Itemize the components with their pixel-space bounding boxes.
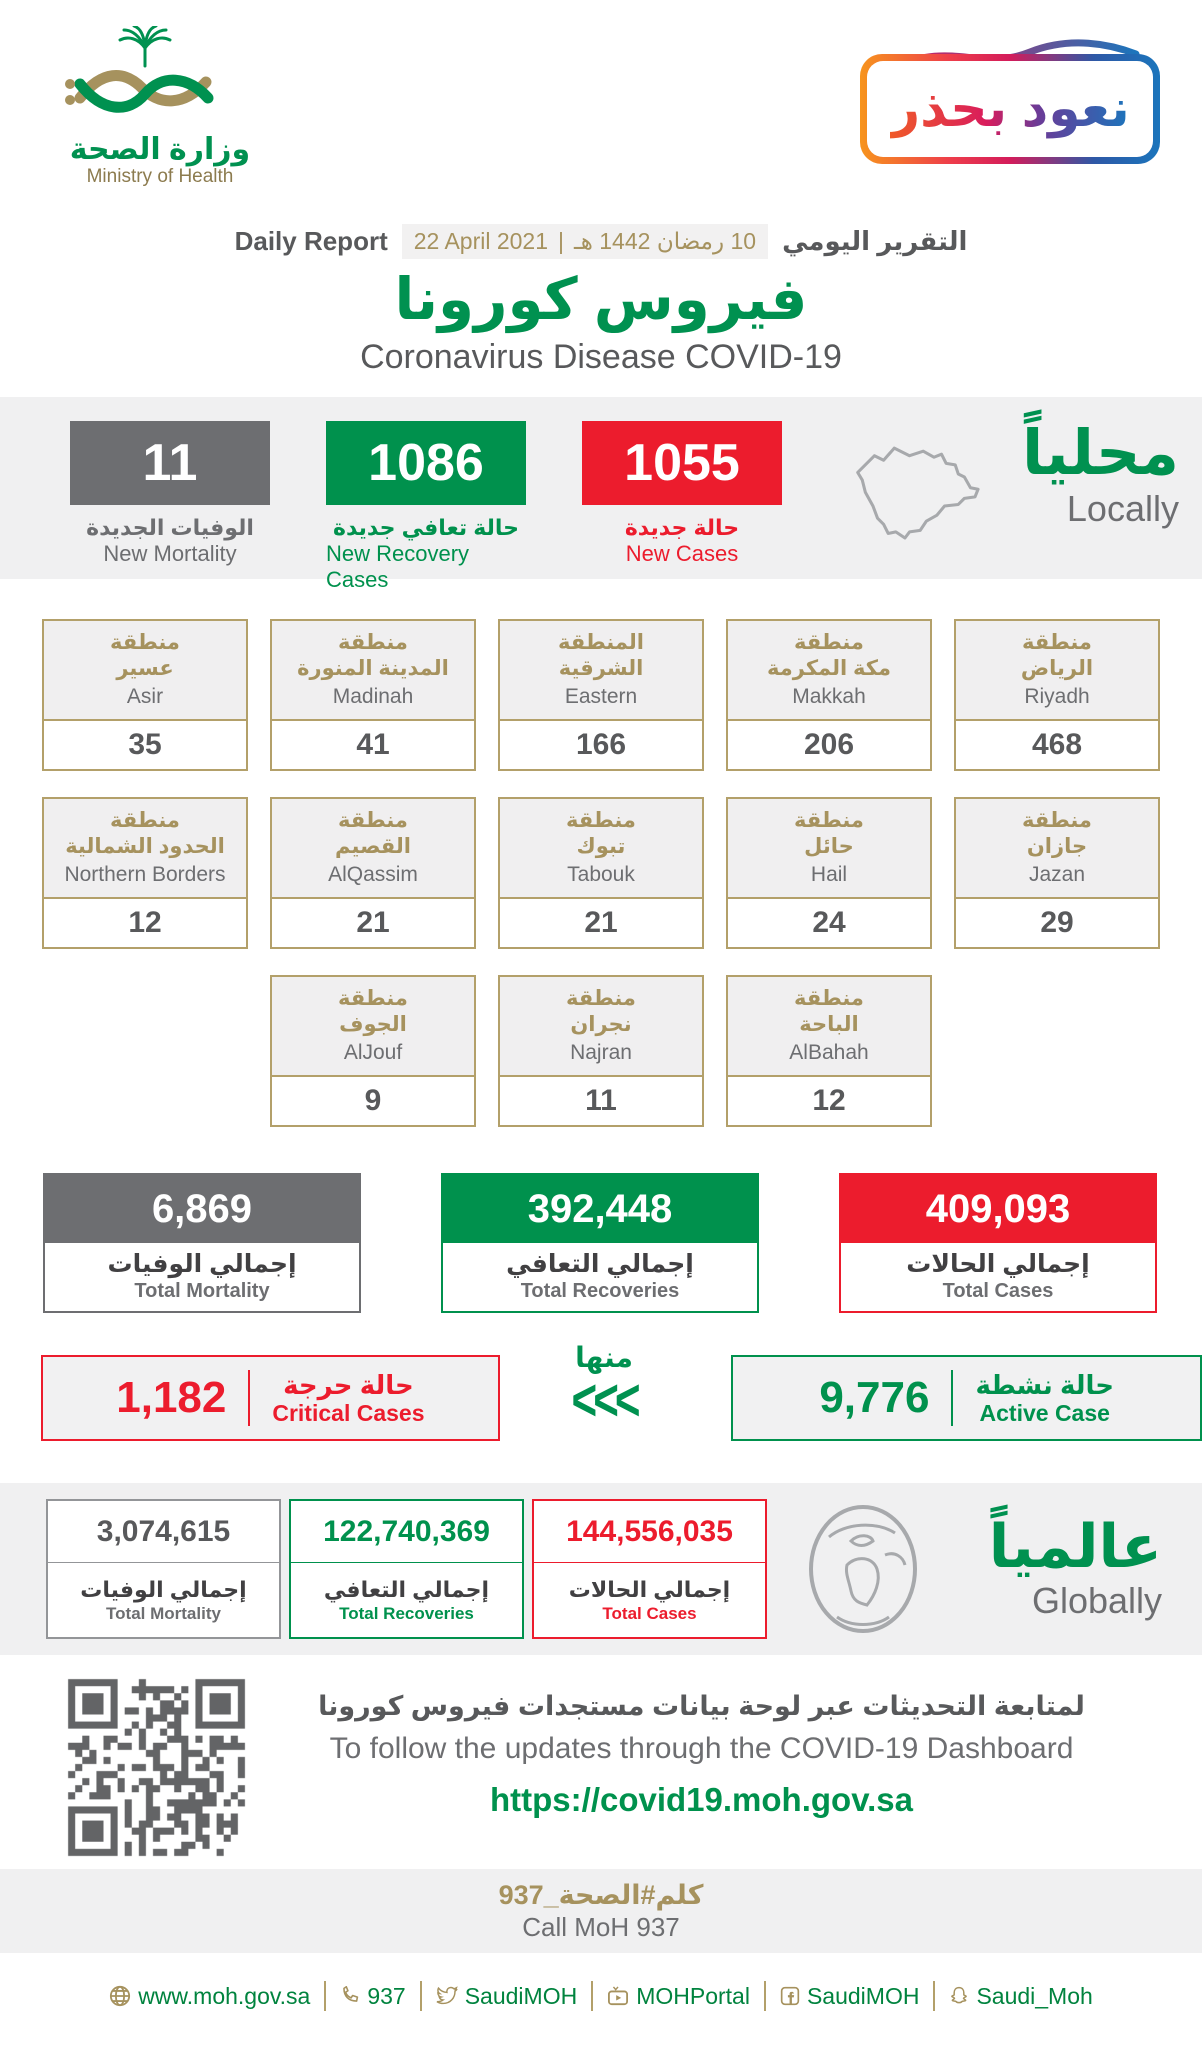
region-value: 29 — [1040, 906, 1074, 939]
active-cases-box — [731, 1355, 1202, 1441]
logo-name-english: Ministry of Health — [86, 166, 234, 187]
return-with-caution-badge — [860, 54, 1160, 164]
region-value: 11 — [585, 1084, 617, 1117]
region-card-albahah: منطقة الباحة AlBahah 12 — [726, 975, 932, 1127]
total-recoveries-value: 392,448 — [443, 1175, 757, 1243]
global-recoveries-value: 122,740,369 — [291, 1501, 522, 1563]
footer-facebook[interactable]: SaudiMOH — [780, 1983, 919, 2010]
region-card-madinah: منطقة المدينة المنورة Madinah 41 — [270, 619, 476, 771]
new-cases-value: 1055 — [582, 421, 782, 505]
moh-logo — [50, 26, 270, 188]
new-mortality-stat — [70, 421, 270, 567]
region-name-en: Madinah — [332, 685, 414, 708]
global-recoveries-box — [289, 1499, 524, 1639]
total-cases-label-en: Total Cases — [942, 1280, 1054, 1302]
total-cases-value: 409,093 — [841, 1175, 1155, 1243]
critical-cases-box — [41, 1355, 500, 1441]
region-name-en: AlJouf — [343, 1041, 403, 1064]
critical-cases-label-ar: حالة حرجة — [283, 1369, 414, 1400]
page-header — [0, 0, 1202, 187]
global-mortality-value: 3,074,615 — [48, 1501, 279, 1563]
daily-report-label-ar: التقرير اليومي — [782, 226, 968, 256]
report-date-gregorian: 22 April 2021 — [413, 228, 549, 254]
region-value: 9 — [364, 1084, 382, 1117]
total-cases-label-ar: إجمالي الحالات — [906, 1250, 1090, 1278]
region-value: 35 — [128, 728, 162, 761]
region-value: 41 — [356, 728, 390, 761]
regions-grid — [42, 619, 1160, 1127]
of-which-label: منها — [575, 1342, 633, 1373]
global-cases-box — [532, 1499, 767, 1639]
locally-heading-ar: محلياً — [1022, 419, 1179, 488]
new-recoveries-value: 1086 — [326, 421, 526, 505]
global-cases-label-ar: إجمالي الحالات — [568, 1576, 731, 1602]
active-cases-label-ar: حالة نشطة — [975, 1369, 1115, 1400]
total-recoveries-label-en: Total Recoveries — [520, 1280, 680, 1302]
local-totals-row — [43, 1173, 1202, 1313]
regions-row-1 — [42, 619, 1160, 771]
globe-icon — [109, 1985, 131, 2007]
global-mortality-label-en: Total Mortality — [106, 1603, 221, 1623]
badge-label: نعود بحذر — [890, 80, 1130, 138]
new-mortality-label-ar: الوفيات الجديدة — [86, 515, 254, 540]
region-value: 468 — [1031, 728, 1083, 761]
region-value: 21 — [356, 906, 390, 939]
globally-heading-en: Globally — [1031, 1580, 1162, 1621]
region-name-en: Makkah — [792, 685, 866, 708]
new-mortality-label-en: New Mortality — [103, 541, 237, 566]
main-title-arabic: فيروس كورونا — [394, 267, 808, 332]
call-moh-section — [0, 1869, 1202, 1953]
total-recoveries-box — [441, 1173, 759, 1313]
region-value: 21 — [584, 906, 618, 939]
critical-active-row — [0, 1341, 1202, 1441]
call-moh-ar: كلم#الصحة_937 — [498, 1880, 704, 1910]
new-cases-stat — [582, 421, 782, 567]
dashboard-line-ar: لمتابعة التحديثات عبر لوحة بيانات مستجدات فيروس كورونا — [318, 1691, 1085, 1721]
global-cases-label-en: Total Cases — [602, 1603, 697, 1623]
report-date-hijri: 10 رمضان 1442 هـ — [574, 228, 757, 254]
region-name-en: Northern Borders — [64, 863, 226, 886]
global-recoveries-label-en: Total Recoveries — [339, 1603, 474, 1623]
locally-heading-en: Locally — [1066, 488, 1179, 529]
region-card-jazan: منطقة جازان Jazan 29 — [954, 797, 1160, 949]
new-cases-label-ar: حالة جديدة — [624, 515, 740, 540]
critical-cases-label-en: Critical Cases — [272, 1399, 425, 1426]
regions-row-2 — [42, 797, 1160, 949]
twitter-icon — [436, 1986, 458, 2006]
footer-snapchat[interactable]: Saudi_Moh — [949, 1983, 1092, 2010]
globe-icon — [807, 1499, 919, 1639]
regions-row-3 — [42, 975, 1160, 1127]
region-value: 24 — [812, 906, 846, 939]
dashboard-line-en: To follow the updates through the COVID-19 Dashboard — [329, 1732, 1074, 1765]
globally-heading — [989, 1515, 1162, 1623]
total-mortality-value: 6,869 — [45, 1175, 359, 1243]
region-card-northern-borders: منطقة الحدود الشمالية Northern Borders 12 — [42, 797, 248, 949]
snapchat-icon — [949, 1986, 969, 2006]
locally-section — [0, 397, 1202, 592]
region-name-en: Riyadh — [1024, 685, 1090, 708]
daily-report-label-en: Daily Report — [234, 226, 388, 256]
facebook-icon — [780, 1986, 800, 2006]
total-mortality-label-en: Total Mortality — [134, 1280, 270, 1302]
region-card-najran: منطقة نجران Najran 11 — [498, 975, 704, 1127]
saudi-map-icon — [844, 425, 1004, 555]
region-value: 206 — [803, 728, 855, 761]
total-recoveries-label-ar: إجمالي التعافي — [506, 1250, 694, 1278]
chevron-left-arrows-icon: <<< — [571, 1367, 637, 1434]
dashboard-url-link[interactable]: https://covid19.moh.gov.sa — [490, 1781, 913, 1818]
new-mortality-value: 11 — [70, 421, 270, 505]
total-mortality-box — [43, 1173, 361, 1313]
main-title-english: Coronavirus Disease COVID-19 — [360, 338, 842, 376]
region-card-riyadh: منطقة الرياض Riyadh 468 — [954, 619, 1160, 771]
region-value: 12 — [812, 1084, 846, 1117]
footer-website-link[interactable]: www.moh.gov.sa — [109, 1983, 310, 2010]
footer-phone[interactable]: 937 — [340, 1983, 405, 2010]
region-name-en: AlQassim — [328, 863, 418, 886]
total-cases-box — [839, 1173, 1157, 1313]
report-date: 22 April 2021 | 10 رمضان 1442 هـ — [402, 224, 768, 259]
region-name-en: Tabouk — [567, 863, 635, 886]
total-mortality-label-ar: إجمالي الوفيات — [107, 1250, 297, 1278]
region-name-en: Eastern — [564, 685, 638, 708]
globally-section — [0, 1483, 1202, 1655]
global-mortality-label-ar: إجمالي الوفيات — [80, 1576, 247, 1602]
active-cases-label-en: Active Case — [979, 1399, 1110, 1426]
locally-heading — [1022, 421, 1179, 531]
region-name-en: Najran — [570, 1041, 632, 1064]
active-cases-value: 9,776 — [819, 1373, 930, 1422]
region-card-hail: منطقة حائل Hail 24 — [726, 797, 932, 949]
footer-twitter[interactable]: SaudiMOH — [436, 1983, 577, 2010]
region-name-en: Jazan — [1028, 863, 1086, 886]
region-card-alqassim: منطقة القصيم AlQassim 21 — [270, 797, 476, 949]
region-value: 166 — [575, 728, 627, 761]
region-card-eastern: المنطقة الشرقية Eastern 166 — [498, 619, 704, 771]
dashboard-section — [0, 1655, 1202, 1867]
new-recoveries-label-en: New Recovery Cases — [326, 541, 470, 592]
qr-code — [58, 1669, 256, 1867]
region-name-en: AlBahah — [789, 1041, 869, 1064]
region-name-en: Hail — [810, 863, 848, 886]
region-name-en: Asir — [126, 685, 164, 708]
moh-emblem-icon — [50, 26, 240, 134]
footer-contact-bar — [0, 1953, 1202, 2039]
youtube-icon — [607, 1986, 629, 2006]
new-recoveries-stat — [326, 421, 526, 593]
phone-icon — [340, 1986, 360, 2006]
global-recoveries-label-ar: إجمالي التعافي — [323, 1576, 490, 1602]
report-title-row — [0, 224, 1202, 259]
region-card-tabouk: منطقة تبوك Tabouk 21 — [498, 797, 704, 949]
region-card-asir: منطقة عسير Asir 35 — [42, 619, 248, 771]
footer-youtube[interactable]: MOHPortal — [607, 1983, 750, 2010]
globally-heading-ar: عالمياً — [988, 1513, 1162, 1580]
critical-cases-value: 1,182 — [116, 1373, 227, 1422]
region-card-makkah: منطقة مكة المكرمة Makkah 206 — [726, 619, 932, 771]
new-cases-label-en: New Cases — [625, 541, 739, 566]
of-which-connector — [545, 1341, 664, 1434]
global-cases-value: 144,556,035 — [534, 1501, 765, 1563]
region-value: 12 — [128, 906, 162, 939]
region-card-aljouf: منطقة الجوف AlJouf 9 — [270, 975, 476, 1127]
call-moh-en: Call MoH 937 — [522, 1912, 680, 1942]
new-recoveries-label-ar: حالة تعافي جديدة — [332, 515, 520, 540]
global-mortality-box — [46, 1499, 281, 1639]
logo-name-arabic: وزارة الصحة — [69, 133, 251, 166]
